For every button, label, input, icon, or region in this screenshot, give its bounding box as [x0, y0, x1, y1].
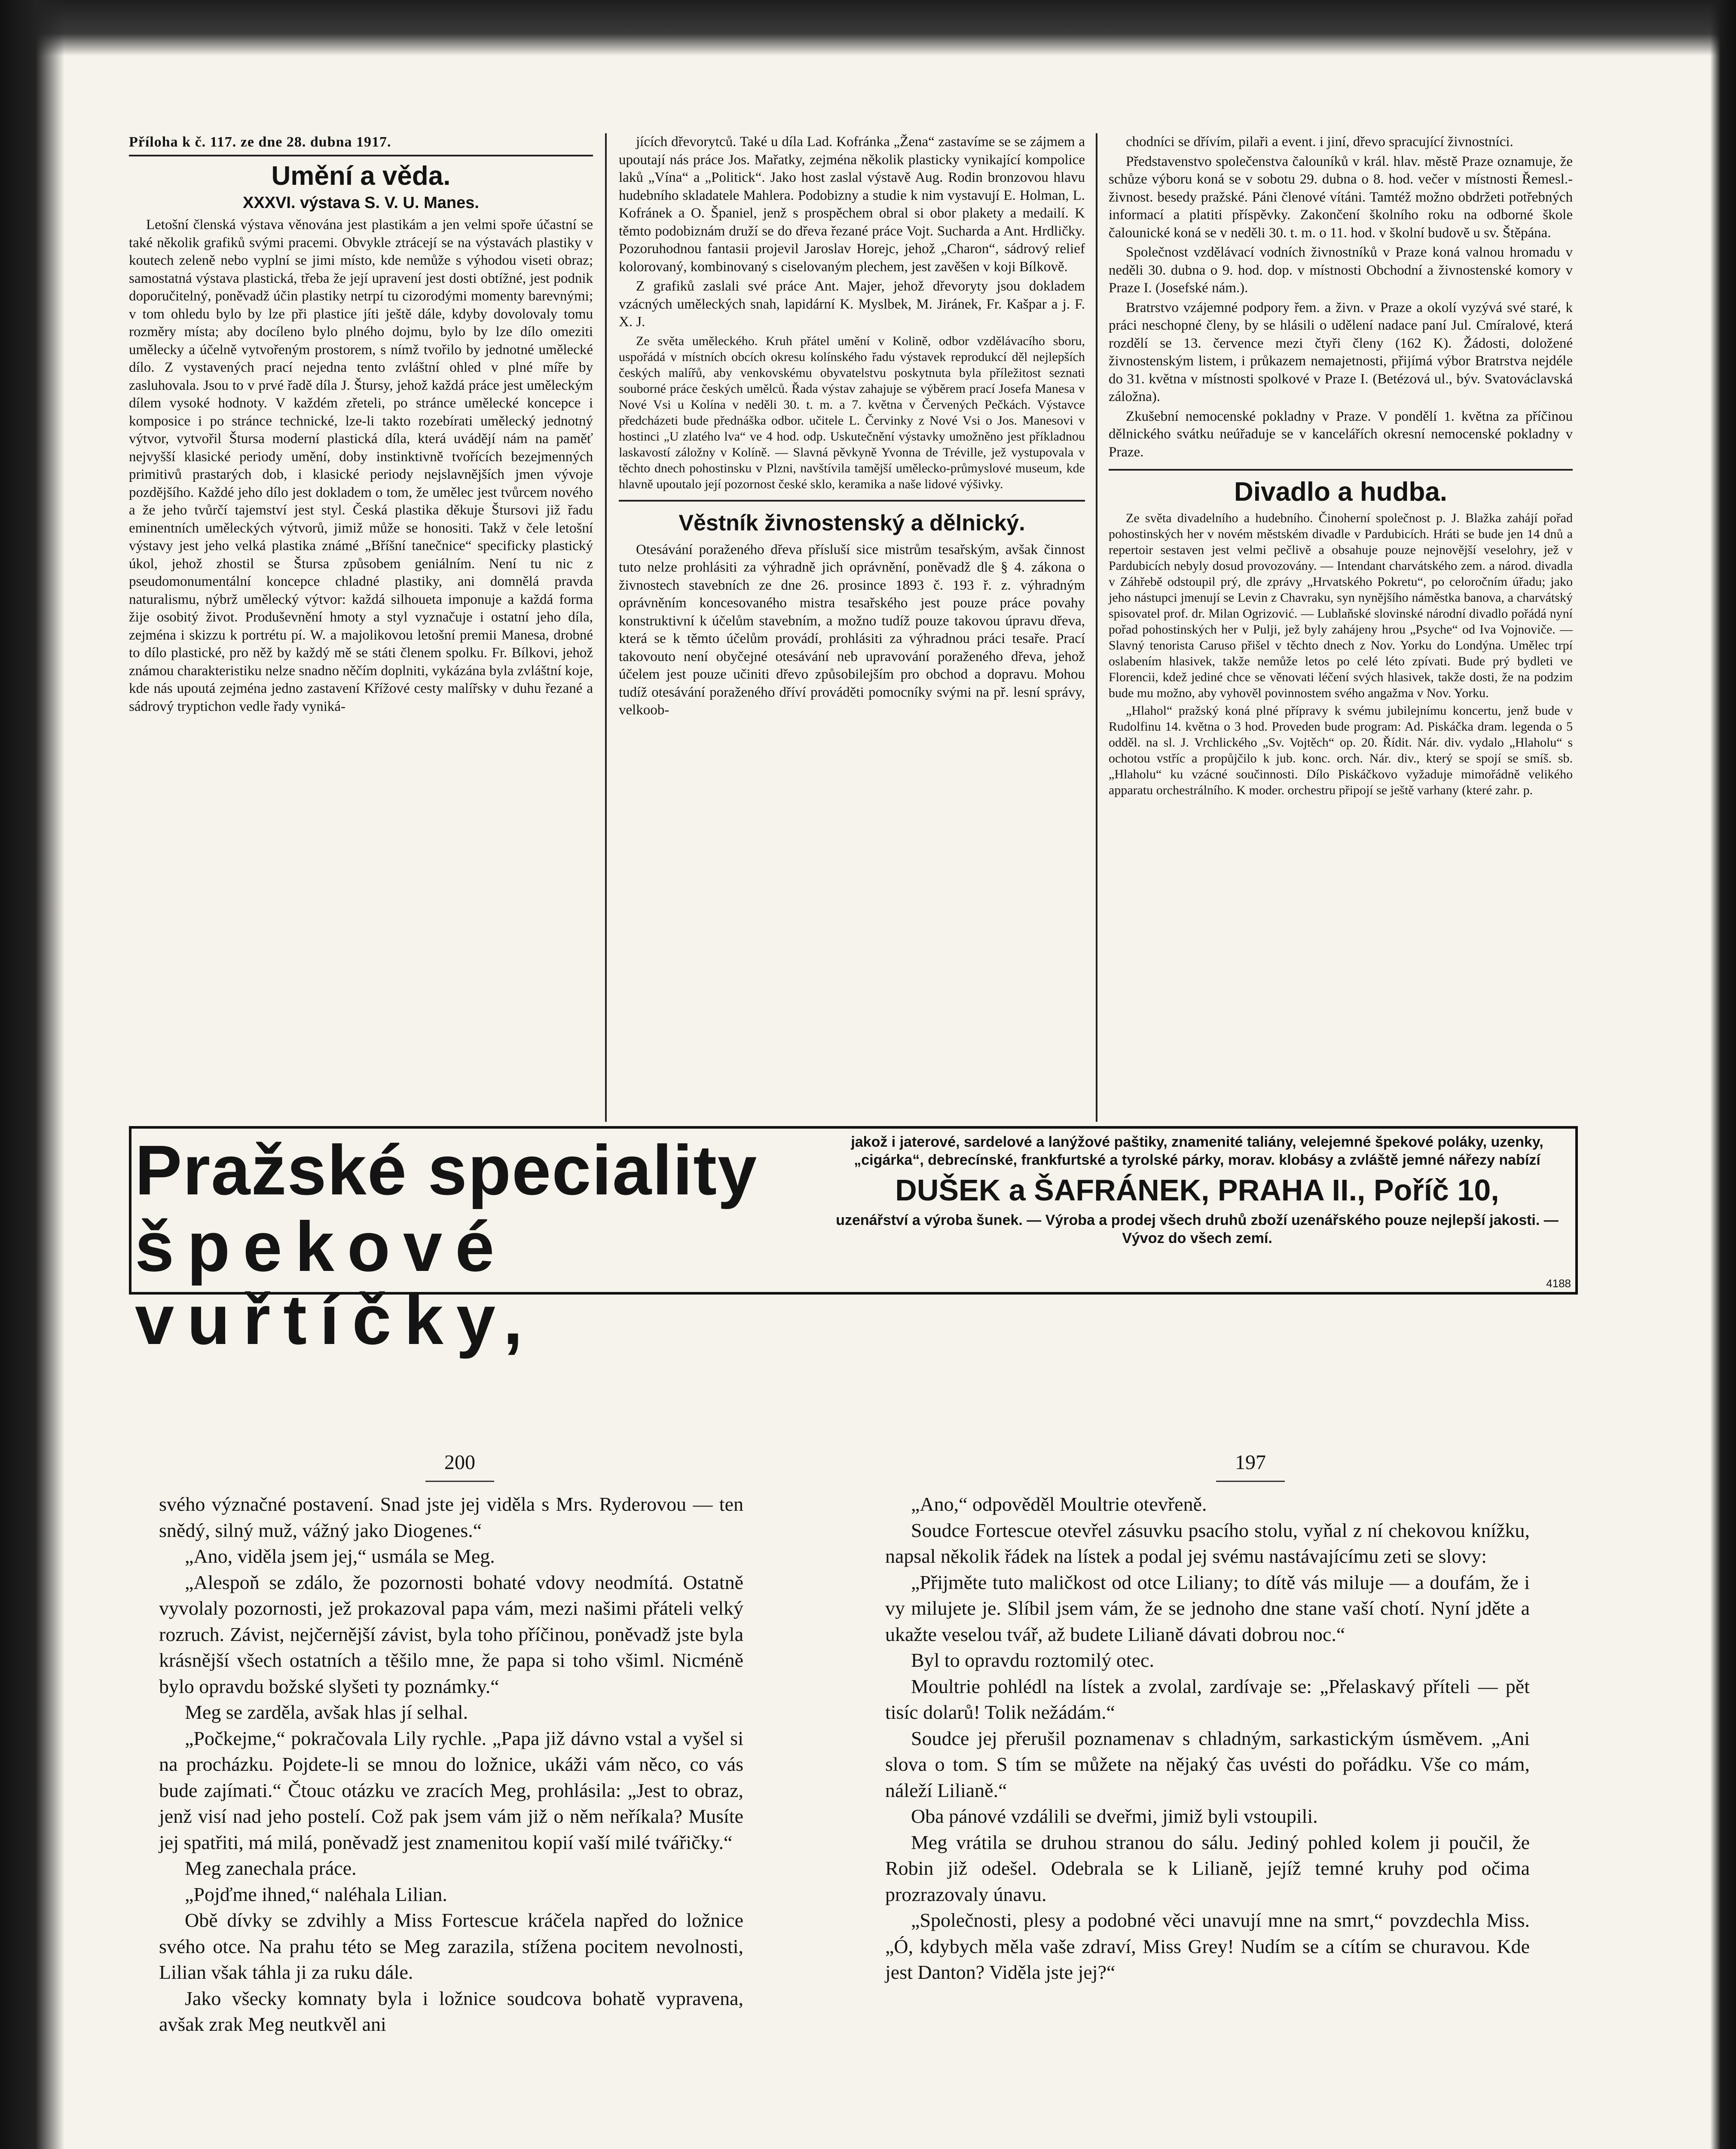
- article-paragraph: „Hlahol“ pražský koná plné přípravy k svému jubilejnímu koncertu, jenž bude v Rudolfinu 14. května o 3 hod. Proveden bude program: Ad. Piskáčka dram. legenda o 5 odděl. na sl. J. Vrchlického „Sv. Vojtěch“ op. 20. Řídit. Nár. div. vydalo „Hlaholu“ s ochotou vstříc a propůjčilo k jub. konc. orch. Nár. div., který se spojí se smíš. sb. „Hlaholu“ ku vzácné součinnosti. Dílo Piskáčkovo vyžaduje mimořádně velikého apparatu orchestrálního. K moder. orchestru připojí se ještě varhany (které zahr. p.: [1109, 704, 1573, 797]
- book-paragraph: „Ano, viděla jsem jej,“ usmála se Meg.: [185, 1545, 495, 1567]
- book-paragraph: „Společnosti, plesy a podobné věci unavují mne na smrt,“ povzdechla Miss. „Ó, kdybych měla vaše zdraví, Miss Grey! Nudím se a cítím se churavou. Kde jest Danton? Viděla jste jej?“: [885, 1909, 1530, 1983]
- scan-edge-left: [0, 0, 64, 2149]
- book-paragraph: „Alespoň se zdálo, že pozornosti bohaté vdovy neodmítá. Ostatně vyvolaly pozornosti, jež prokazoval papa vám, mezi našimi přáteli velký rozruch. Závist, nejčernější závist, byla toho příčinou, poněvadž jste byla krásnější všech ostatních a těšilo mne, že papa si toho všiml. Nicméně bylo opravdu božské slyšeti ty poznámky.“: [159, 1571, 743, 1697]
- article-paragraph: Ze světa divadelního a hudebního. Činoherní společnost p. J. Blažka zahájí pořad pohostinských her v novém městském divadle v Pardubicích. Hráti se bude jen 14 dnů a repertoir sestaven jest velmi pečlivě a obsahuje pouze nejnovější veselohry, jež v Pardubicích nebyly dosud provozovány. — Intendant charvátského zem. a národ. divadla v Záhřebě odstoupil prý, dle zprávy „Hrvatského Pokretu“, po celoročním úřadu; jako jeho nástupci jmenují se Levin z Chavraku, syn nynějšího náměstka banova, a charvátský spisovatel prof. dr. Milan Ogrizović. — Lublaňské slovinské národní divadlo pořádá nyní pořad pohostinských her v Pulji, jež byly zahájeny hrou „Psyche“ od Iva Vojnoviče. — Slavný tenorista Caruso přišel v těchto dnech z Nov. Yorku do Londýna. Umělec trpí oslabením hlasivek, takže nemůže letos po celé léto zpívati. Bude prý bydleti ve Florencii, kdež jediné chce se věnovati léčení svých hlasivek, takže dosti, že na podzim bude mu možno, aby vyhověl povinnostem svého angažma v Nov. Yorku.: [1109, 511, 1573, 700]
- book-paragraph: Meg vrátila se druhou stranou do sálu. Jediný pohled kolem ji poučil, že Robin již odešel. Odebrala se k Lilianě, jejíž temné kruhy pod očima prozrazovaly únavu.: [885, 1831, 1530, 1905]
- book-paragraph: Soudce jej přerušil poznamenav s chladným, sarkastickým úsměvem. „Ani slova o tom. S tím se můžete na nějaký čas uvésti do pořádku. Vše co mám, náleží Lilianě.“: [885, 1727, 1530, 1801]
- section-title-art: Umění a věda.: [271, 161, 451, 191]
- article-paragraph: Ze světa uměleckého. Kruh přátel umění v Kolině, odbor vzdělávacího sboru, uspořádá v místních obcích okresu kolínského řadu výstavek reprodukcí děl nejlepších českých malířů, aby venkovskému obyvatelstvu poskytnuta byla příležitost seznati souborné práce českých umělců. Řada výstav zahajuje se výběrem prací Josefa Manesa v Nové Vsi u Kolína v neděli 30. t. m. a 7. května v Červených Pečkách. Výstavce předcházeti bude přednáška odbor. učitele L. Červinky z Nové Vsi o Jos. Manesovi v hostinci „U zlatého lva“ ve 4 hod. odp. Uskutečnění výstavky umožněno jest příkladnou laskavostí záložny v Kolíně. — Slavná pěvkyně Yvonna de Tréville, jež vystupovala v těchto dnech pohostinsku v Plzni, navštívila tamější umělecko-průmyslové museum, kde hlavně upoutalo její pozornost české sklo, keramika a naše lidové výšivky.: [619, 334, 1085, 491]
- book-right-page: [885, 1491, 1530, 1986]
- column-1: [129, 133, 593, 717]
- section-divider: [619, 500, 1085, 502]
- page-number-rule: [1216, 1481, 1285, 1482]
- ad-headline: [135, 1129, 818, 1359]
- ad-text-top: jakož i jaterové, sardelové a lanýžové paštiky, znamenité taliány, velejemné špekové poláky, uzenky, „cigárka“, debrecínské, frankfurtské a tyrolské párky, morav. klobásy a zvláště jemné nářezy nabízí: [851, 1134, 1543, 1168]
- advertisement-box: [129, 1126, 1578, 1359]
- section-divider: [1109, 469, 1573, 471]
- article-paragraph: Společnost vzdělávací vodních živnostníků v Praze koná valnou hromadu v neděli 30. dubna o 9. hod. dop. v místnosti Obchodní a živnostenské komory v Praze I. (Josefské nám.).: [1109, 245, 1573, 296]
- column-divider: [605, 133, 607, 1122]
- column-2: [619, 133, 1085, 721]
- scan-edge-right: [1710, 0, 1736, 2149]
- book-paragraph: „Přijměte tuto maličkost od otce Liliany; to dítě vás miluje — a doufám, že i vy milujete je. Slíbil jsem vám, že se jednoho dne stane vaší chotí. Nyní jděte a ukažte veselou tvář, až budete Lilianě dávati dobrou noc.“: [885, 1571, 1530, 1645]
- column-divider: [1096, 133, 1097, 1122]
- ad-headline-line1: Pražské speciality: [135, 1131, 758, 1209]
- article-paragraph: jících dřevorytců. Také u díla Lad. Kofránka „Žena“ zastavíme se se zájmem a upoutají nás práce Jos. Mařatky, zejména několik plasticky vynikající kompolice laků „Vína“ a „Politick“. Jako host zaslal výstavě Aug. Rodin bronzovou hlavu hudebního skladatele Mahlera. Podobizny a studie k nim vystavují E. Holman, L. Kofránek a O. Španiel, jenž s prospěchem obral si obor plakety a medailí. K těmto podobiznám druží se do dřeva řezané práce Vojt. Sucharda a Ant. Hrdličky. Pozoruhodnou fantasii projevil Jaroslav Horejc, jehož „Charon“, sádrový relief kolorovaný, kombinovaný s ciselovaným plechem, jest zavěšen v koji Bílkově.: [619, 134, 1085, 275]
- ad-firm-name: DUŠEK a ŠAFRÁNEK, PRAHA II., Poříč 10,: [895, 1173, 1499, 1207]
- ad-number: 4188: [1546, 1277, 1571, 1290]
- book-paragraph: Soudce Fortescue otevřel zásuvku psacího stolu, vyňal z ní chekovou knížku, napsal několik řádek na lístek a podal jej svému nastávajícímu zeti se slovy:: [885, 1519, 1530, 1567]
- book-paragraph: „Ano,“ odpověděl Moultrie otevřeně.: [911, 1493, 1207, 1515]
- issue-header: Příloha k č. 117. ze dne 28. dubna 1917.: [129, 133, 593, 156]
- article-paragraph: chodníci se dřívím, pilaři a event. i jiní, dřevo spracující živnostníci.: [1126, 134, 1513, 150]
- article-paragraph: Bratrstvo vzájemné podpory řem. a živn. v Praze a okolí vyzývá své staré, k práci neschopné členy, by se hlásili o udělení nadace paní Jul. Cmíralové, která rozdělí se 13. července mezi čtyři členy (162 K). Žádosti, doložené živnostenským listem, i průkazem nemajetnosti, přijímá výbor Bratrstva nejdéle do 31. května v místnosti spolkové v Praze I. (Betézová ul., býv. Svatováclavská záložna).: [1109, 300, 1573, 404]
- page-number-rule: [425, 1481, 494, 1482]
- article-paragraph: Z grafiků zaslali své práce Ant. Majer, jehož dřevoryty jsou dokladem vzácných uměleckých snah, lapidární K. Myslbek, M. Jiránek, Fr. Kašpar a j. F. X. J.: [619, 279, 1085, 330]
- article-paragraph: Představenstvo společenstva čalouníků v král. hlav. městě Praze oznamuje, že schůze výboru koná se v sobotu 29. dubna o 8. hod. večer v místnosti Řemesl.-živnost. besedy pražské. Páni členové vítáni. Tamtéž možno obdržeti potřebných informací a platiti příspěvky. Zakončení školního roku na odborné škole čalounické koná se v neděli 30. t. m. o 11. hod. v školní budově u sv. Štěpána.: [1109, 153, 1573, 241]
- left-page-number: 200: [444, 1451, 475, 1474]
- book-paragraph: „Počkejme,“ pokračovala Lily rychle. „Papa již dávno vstal a vyšel si na procházku. Pojdete-li se mnou do ložnice, ukáži vám něco, co vás bude zajímati.“ Čtouc otázku ve zracích Meg, prohlásila: „Jest to obraz, jenž visí nad jeho postelí. Což pak jsem vám již o něm neříkala? Musíte jej spatřiti, má milá, poněvadž jest znamenitou kopií vaší milé tvářičky.“: [159, 1727, 743, 1853]
- section-title-trade: Věstník živnostenský a dělnický.: [679, 510, 1025, 536]
- ad-text-bottom: uzenářství a výroba šunek. — Výroba a prodej všech druhů zboží uzenářského pouze nejlepší jakosti. — Vývoz do všech zemí.: [836, 1212, 1559, 1246]
- book-left-page: [159, 1491, 743, 2038]
- article-paragraph: Otesávání poraženého dřeva přísluší sice mistrům tesařským, avšak činnost tuto nelze prohlásiti za výhradně jich oprávnění, poněvadž dle § 4. zákona o živnostech stavebních ze dne 26. prosince 1893 č. 193 ř. z. výhradným oprávněním koncesovaného mistra tesařského jest pouze práce povahy konstruktivní k účelům stavebním, a možno tudíž pouze takovou úpravu dřeva, která se k těmto účelům provádí, prohlásiti za výhradnou práci tesaře. Prací takovouto není obyčejné otesávání neb upravování poraženého dřeva, jehož účelem jest pouze učiniti dřevo způsobilejším pro obchod a dopravu. Mohou tudíž otesávání poraženého dříví prováděti pomocníky svými na př. lesní správy, velkoob-: [619, 542, 1085, 718]
- book-paragraph: Oba pánové vzdálili se dveřmi, jimiž byli vstoupili.: [911, 1805, 1318, 1827]
- book-paragraph: Obě dívky se zdvihly a Miss Fortescue kráčela napřed do ložnice svého otce. Na prahu této se Meg zarazila, stížena pocitem nevolnosti, Lilian však táhla ji za ruku dále.: [159, 1909, 743, 1983]
- article-title-exhibition: XXXVI. výstava S. V. U. Manes.: [243, 193, 479, 212]
- section-title-theatre: Divadlo a hudba.: [1234, 477, 1448, 507]
- article-paragraph: Letošní členská výstava věnována jest plastikám a jen velmi spoře účastní se také několik grafiků svými pracemi. Obvykle ztrácejí se na výstavách plastiky v koutech zeleně nebo vyplní se jimi místo, kde nemůže s výhodou viseti obraz; samostatná výstava plastická, třeba že její upravení jest dosti obtížné, jest podnik doporučitelný, poněvadž účin plastiky netrpí tu cizorodými momenty barevnými; v tom ohledu bylo by lze při plastice jíti ještě dále, kdyby dovolovaly tomu rozměry místa; aby docíleno bylo plného dojmu, bylo by lze dílo omeziti umělecky a účelně vytvořeným prostorem, s nímž tvořilo by jednotné umělecké dílo. Z vystavených prací nejedna tento zvláštní ohled v plné míře by zasluhovala. Jsou to v prvé řadě díla J. Štursy, jehož každá práce jest uměleckým dílem vysoké hodnoty. V každém zřeteli, po stránce umělecké koncepce i komposice i po stránce technické, lze-li takto rozebírati umělecký jednotný výtvor, vytvořil Štursa moderní plastická díla, která uvádějí nám na paměť nejvyšší klasické periody umění, doby instinktivně tvořících bezejmenných primitivů prastarých dob, i klasické periody nejslavnějších jmen vývoje pozdějšího. Každé jeho dílo jest dokladem o tom, že umělec jest tvůrcem nového a že jeho tvůrčí tajemství jest styl. Česká plastika děkuje Štursovi již řadu eminentních uměleckých výtvorů, jimiž může se honositi. Takž v čele letošní výstavy jest jeho velká plastika známé „Bříšní tanečnice“ specificky plastický úkol, jehož zhostil se Štursa způsobem geniálním. Není tu nic z pseudomonumentální koncepce chladné plastiky, ani domnělá pravda naturalismu, nýbrž umělecký výtvor: každá silhoueta imponuje a každá forma žije osobitý život. Produševnění hmoty a styl vyznačuje i ostatní jeho díla, zejména i skizzu k portrétu pí. W. a majolikovou letošní premii Manesa, drobné to dílo plastické, pro něž by každý mě se státi členem spolku. Fr. Bílkovi, jehož známou charakteristiku nelze snadno něčím doplniti, vykázána byla zvláštní koje, kde nás upoutá zejména jedno zastavení Křížové cesty malířsky v duhu řezané a sádrový tryptichon vedle řady vyniká-: [129, 217, 593, 714]
- book-paragraph: „Pojďme ihned,“ naléhala Lilian.: [185, 1883, 447, 1905]
- column-3: [1109, 133, 1573, 800]
- book-paragraph: svého význačné postavení. Snad jste jej viděla s Mrs. Ryderovou — ten snědý, silný muž, vážný jako Diogenes.“: [159, 1493, 743, 1541]
- article-paragraph: Zkušební nemocenské pokladny v Praze. V pondělí 1. května za příčinou dělnického svátku neúřaduje se v kancelářích okresní nemocenské pokladny v Praze.: [1109, 408, 1573, 460]
- book-paragraph: Moultrie pohlédl na lístek a zvolal, zardívaje se: „Přelaskavý příteli — pět tisíc dolarů! Tolik nežádám.“: [885, 1675, 1530, 1723]
- scan-edge-top: [0, 0, 1736, 56]
- book-paragraph: Jako všecky komnaty byla i ložnice soudcova bohatě vypravena, avšak zrak Meg neutkvěl ani: [159, 1987, 743, 2035]
- book-paragraph: Meg se zarděla, avšak hlas jí selhal.: [185, 1701, 468, 1723]
- book-paragraph: Byl to opravdu roztomilý otec.: [911, 1649, 1154, 1671]
- ad-details: [828, 1133, 1567, 1247]
- ad-headline-line2: špekové vuřtíčky,: [135, 1207, 536, 1359]
- book-paragraph: Meg zanechala práce.: [185, 1857, 357, 1879]
- right-page-number: 197: [1235, 1451, 1266, 1474]
